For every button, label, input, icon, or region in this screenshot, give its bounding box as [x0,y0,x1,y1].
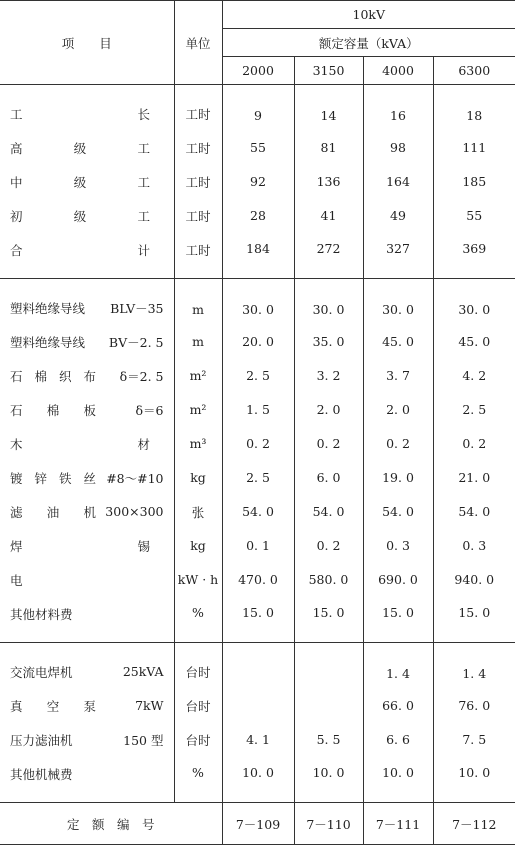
value-cell: 10. 0 [294,757,363,803]
value-cell: 55 [433,199,515,233]
name-char: 机 [83,504,96,520]
value-cell: 272 [294,233,363,279]
name-char: 石 [10,368,23,384]
item-name-text [10,401,96,419]
value-cell: 10. 0 [433,757,515,803]
name-char: 锌 [34,470,47,486]
value-cell: 0. 2 [294,427,363,461]
item-name-cell [0,529,174,563]
value-cell: 2. 5 [222,461,294,495]
value-cell: 55 [222,131,294,165]
item-name [0,105,174,123]
table-row [0,85,515,131]
unit-cell: 工时 [174,85,222,131]
item-name [0,503,174,521]
machinery-section [0,643,515,803]
name-char: 空 [46,698,60,714]
item-name [0,333,174,351]
quota-code: 7－112 [433,803,515,845]
item-name [0,139,174,157]
name-char: 滤 [10,504,23,520]
value-cell: 136 [294,165,363,199]
value-cell: 185 [433,165,515,199]
name-char: 工 [137,140,150,156]
table-row [0,199,515,233]
name-char: 布 [83,368,96,384]
value-cell: 6. 6 [363,723,433,757]
value-cell: 0. 1 [222,529,294,563]
table-row [0,723,515,757]
item-name-text [10,663,73,681]
table-row [0,495,515,529]
value-cell: 580. 0 [294,563,363,597]
value-cell: 164 [363,165,433,199]
value-cell: 4. 1 [222,723,294,757]
value-cell: 940. 0 [433,563,515,597]
name-char: 级 [73,140,87,156]
name-text: 交流电焊机 [10,664,73,680]
unit-cell: 工时 [174,233,222,279]
table-row [0,757,515,803]
value-cell: 35. 0 [294,325,363,359]
name-char: 棉 [34,368,47,384]
unit-header: 单位 [174,1,222,85]
value-cell: 45. 0 [433,325,515,359]
value-cell [294,643,363,689]
value-cell: 1. 4 [433,643,515,689]
value-cell: 30. 0 [294,279,363,325]
name-text: 其他材料费 [10,606,73,622]
table-row [0,233,515,279]
table-row [0,529,515,563]
capacity-3: 6300 [433,57,515,85]
name-text: 塑料绝缘导线 [10,334,86,350]
value-cell: 5. 5 [294,723,363,757]
table-row [0,427,515,461]
value-cell: 10. 0 [363,757,433,803]
item-name-text [10,241,150,259]
table-row [0,563,515,597]
name-char: 丝 [83,470,96,486]
value-cell: 30. 0 [363,279,433,325]
value-cell: 2. 0 [294,393,363,427]
item-name-text [10,139,150,157]
name-char: 工 [137,174,150,190]
item-name-cell [0,131,174,165]
name-char: 级 [73,174,87,190]
value-cell: 92 [222,165,294,199]
item-name-cell [0,643,174,689]
item-name-text [10,765,73,783]
quota-code: 7－110 [294,803,363,845]
item-name-text [10,537,150,555]
item-name [0,697,174,715]
unit-cell: % [174,757,222,803]
capacity-1: 3150 [294,57,363,85]
item-name [0,401,174,419]
unit-cell: m² [174,359,222,393]
unit-cell: 工时 [174,165,222,199]
voltage-header: 10kV [222,1,515,29]
item-name [0,435,174,453]
item-spec: 300×300 [105,504,164,519]
item-name-cell [0,563,174,597]
value-cell: 184 [222,233,294,279]
quota-code: 7－111 [363,803,433,845]
item-name [0,207,174,225]
item-name-cell [0,233,174,279]
value-cell: 54. 0 [433,495,515,529]
name-char: 泵 [83,698,96,714]
value-cell: 45. 0 [363,325,433,359]
value-cell: 111 [433,131,515,165]
value-cell: 9 [222,85,294,131]
value-cell: 20. 0 [222,325,294,359]
table-row [0,393,515,427]
item-name [0,241,174,259]
name-char: 工 [137,208,150,224]
capacity-2: 4000 [363,57,433,85]
value-cell: 2. 5 [222,359,294,393]
value-cell: 19. 0 [363,461,433,495]
item-name [0,469,174,487]
name-char: 焊 [10,538,23,554]
value-cell: 41 [294,199,363,233]
value-cell: 98 [363,131,433,165]
name-char: 初 [10,208,23,224]
item-name [0,765,174,783]
name-char: 棉 [46,402,60,418]
value-cell: 6. 0 [294,461,363,495]
value-cell: 690. 0 [363,563,433,597]
unit-cell: % [174,597,222,643]
item-name [0,367,174,385]
unit-cell: 台时 [174,689,222,723]
unit-cell: kg [174,461,222,495]
name-char: 高 [10,140,23,156]
unit-cell: m³ [174,427,222,461]
value-cell: 54. 0 [222,495,294,529]
value-cell: 21. 0 [433,461,515,495]
value-cell: 18 [433,85,515,131]
item-name-cell [0,757,174,803]
unit-cell: kW · h [174,563,222,597]
value-cell: 1. 5 [222,393,294,427]
item-name [0,731,174,749]
name-text: 电 [10,572,23,588]
item-name-text [10,697,96,715]
quota-code: 7－109 [222,803,294,845]
unit-cell: 台时 [174,723,222,757]
value-cell: 15. 0 [363,597,433,643]
value-cell: 15. 0 [294,597,363,643]
item-name-cell [0,325,174,359]
item-name-cell [0,393,174,427]
item-name-text [10,299,85,317]
value-cell: 54. 0 [294,495,363,529]
item-name-cell [0,597,174,643]
value-cell: 81 [294,131,363,165]
item-name-cell [0,427,174,461]
item-name-text [10,105,150,123]
value-cell: 30. 0 [433,279,515,325]
item-name-text [10,605,73,623]
value-cell: 15. 0 [433,597,515,643]
value-cell: 30. 0 [222,279,294,325]
item-header: 项 目 [0,1,174,85]
name-text: 压力滤油机 [10,732,73,748]
name-char: 铁 [58,470,72,486]
capacity-0: 2000 [222,57,294,85]
value-cell: 369 [433,233,515,279]
value-cell: 49 [363,199,433,233]
item-spec: 25kVA [122,664,164,679]
value-cell: 7. 5 [433,723,515,757]
item-spec: #8～#10 [106,470,164,486]
name-text: 塑料绝缘导线 [10,300,86,316]
value-cell: 4. 2 [433,359,515,393]
item-name-text [10,469,96,487]
name-char: 板 [83,402,96,418]
table-row [0,131,515,165]
item-name-text [10,207,150,225]
name-char: 织 [58,368,72,384]
value-cell: 54. 0 [363,495,433,529]
name-char: 工 [10,106,23,122]
name-char: 油 [46,504,60,520]
item-name-cell [0,359,174,393]
unit-cell: 工时 [174,199,222,233]
value-cell: 1. 4 [363,643,433,689]
value-cell: 76. 0 [433,689,515,723]
item-name-cell [0,85,174,131]
unit-cell: 台时 [174,643,222,689]
item-name-cell [0,495,174,529]
labor-section [0,85,515,279]
item-name [0,173,174,191]
value-cell [222,643,294,689]
value-cell: 0. 2 [222,427,294,461]
table-row [0,279,515,325]
item-name [0,605,174,623]
name-char: 材 [137,436,150,452]
unit-cell: 张 [174,495,222,529]
unit-cell: m [174,279,222,325]
value-cell: 0. 2 [363,427,433,461]
unit-cell: 工时 [174,131,222,165]
item-name-cell [0,199,174,233]
table-row [0,597,515,643]
value-cell [294,689,363,723]
item-name-cell [0,723,174,757]
value-cell: 0. 2 [294,529,363,563]
table-row [0,165,515,199]
name-char: 计 [137,242,150,258]
item-name-cell [0,689,174,723]
unit-cell: m² [174,393,222,427]
name-char: 镀 [10,470,23,486]
table-row [0,359,515,393]
item-spec: BLV－35 [110,300,164,316]
value-cell: 3. 7 [363,359,433,393]
table-row [0,461,515,495]
item-spec: δ＝2. 5 [119,368,164,384]
item-name-text [10,173,150,191]
value-cell [222,689,294,723]
table-row [0,643,515,689]
item-name-cell [0,461,174,495]
value-cell: 0. 3 [363,529,433,563]
table-row [0,325,515,359]
value-cell: 3. 2 [294,359,363,393]
value-cell: 28 [222,199,294,233]
unit-cell: m [174,325,222,359]
name-char: 石 [10,402,23,418]
item-name-text [10,333,85,351]
table-row [0,689,515,723]
item-name-text [10,503,96,521]
value-cell: 470. 0 [222,563,294,597]
item-name [0,299,174,317]
item-name-text [10,435,150,453]
material-section [0,279,515,643]
item-name [0,571,174,589]
name-char: 级 [73,208,87,224]
item-name-cell [0,279,174,325]
item-name-text [10,571,23,589]
name-char: 长 [137,106,150,122]
value-cell: 2. 5 [433,393,515,427]
value-cell: 0. 3 [433,529,515,563]
value-cell: 15. 0 [222,597,294,643]
name-char: 中 [10,174,23,190]
item-spec: 150 型 [123,732,164,748]
value-cell: 10. 0 [222,757,294,803]
item-spec: δ＝6 [135,402,164,418]
item-name-cell [0,165,174,199]
name-char: 合 [10,242,23,258]
item-name-text [10,367,96,385]
unit-cell: kg [174,529,222,563]
item-name [0,537,174,555]
item-name [0,663,174,681]
value-cell: 66. 0 [363,689,433,723]
capacity-header: 额定容量（kVA） [222,29,515,57]
item-spec: BV－2. 5 [108,334,164,350]
quota-code-label: 定 额 编 号 [0,803,222,845]
value-cell: 327 [363,233,433,279]
value-cell: 0. 2 [433,427,515,461]
item-spec: 7kW [135,698,164,713]
name-text: 其他机械费 [10,766,73,782]
item-name-text [10,731,73,749]
value-cell: 14 [294,85,363,131]
name-char: 木 [10,436,23,452]
name-char: 真 [10,698,23,714]
value-cell: 16 [363,85,433,131]
name-char: 锡 [137,538,150,554]
value-cell: 2. 0 [363,393,433,427]
quota-code-row [0,803,515,845]
